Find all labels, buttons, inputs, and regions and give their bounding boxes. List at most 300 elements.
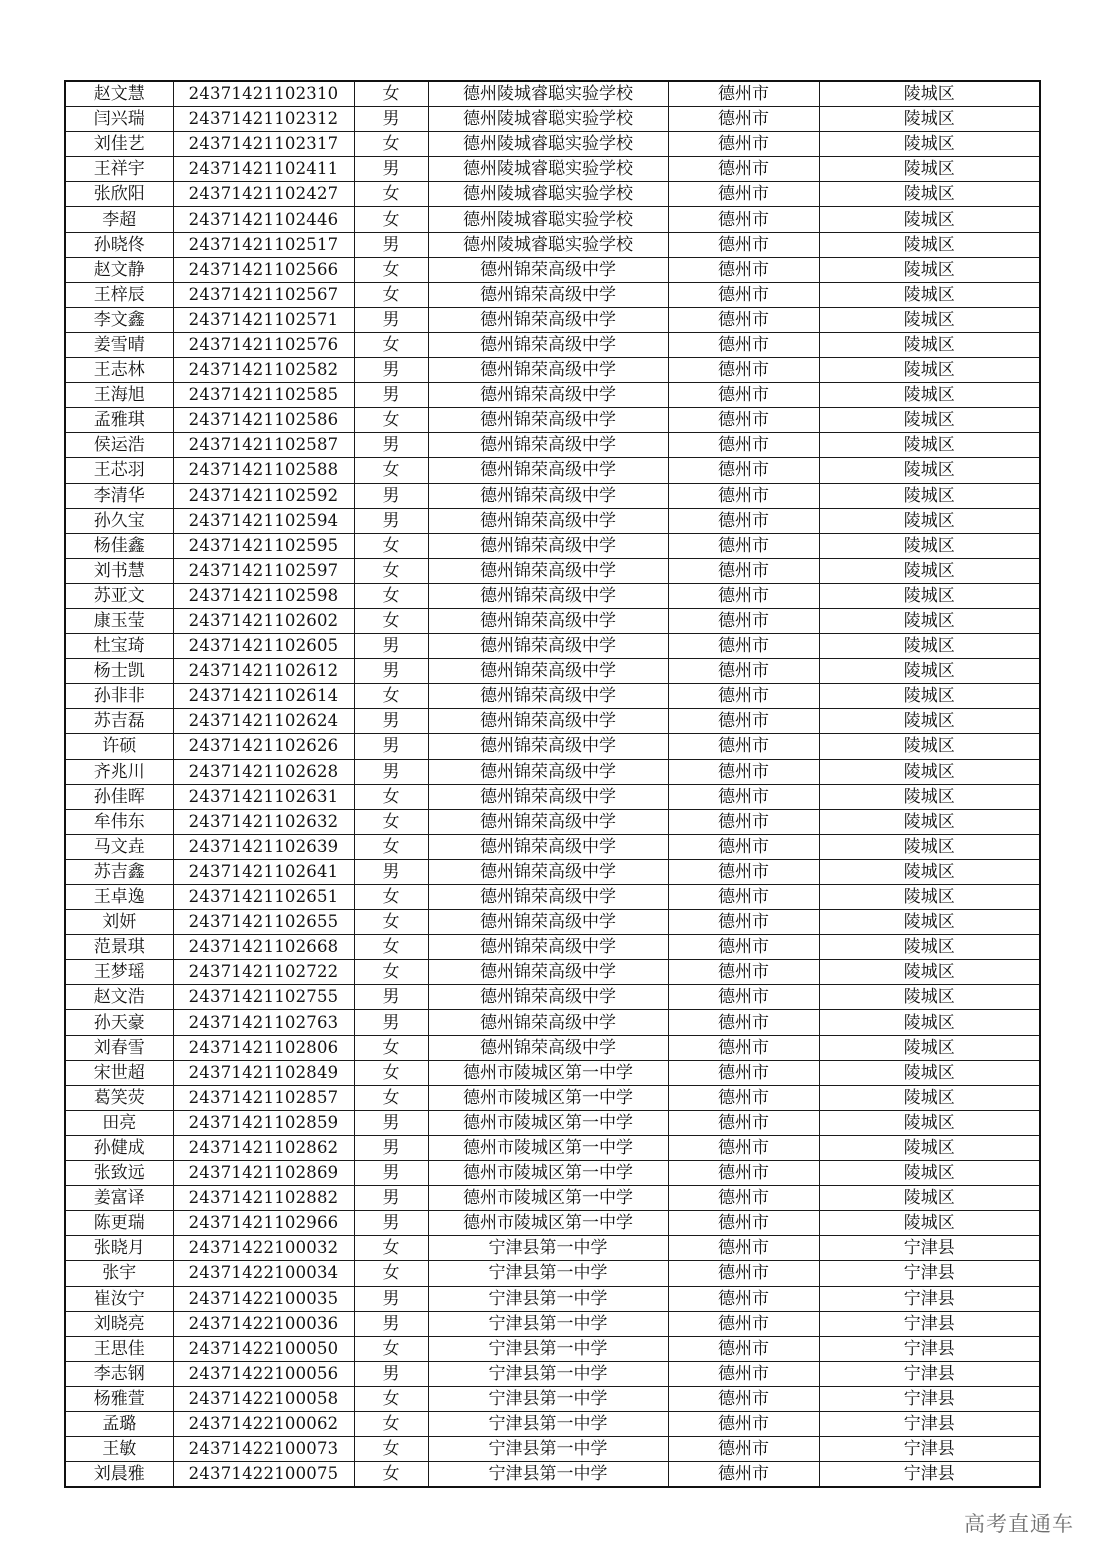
- table-row: [65, 307, 1040, 332]
- table-row: [65, 257, 1040, 282]
- district-cell: 陵城区: [819, 182, 1040, 207]
- gender-cell: 女: [354, 784, 428, 809]
- table-row: [65, 1211, 1040, 1236]
- school-cell: 德州锦荣高级中学: [428, 935, 668, 960]
- city-cell: 德州市: [668, 759, 819, 784]
- city-cell: 德州市: [668, 1035, 819, 1060]
- table-row: [65, 1035, 1040, 1060]
- gender-cell: 男: [354, 508, 428, 533]
- gender-cell: 女: [354, 1085, 428, 1110]
- district-cell: 陵城区: [819, 558, 1040, 583]
- district-cell: 陵城区: [819, 332, 1040, 357]
- student-name-cell: 赵文静: [65, 257, 173, 282]
- table-row: [65, 508, 1040, 533]
- city-cell: 德州市: [668, 809, 819, 834]
- district-cell: 宁津县: [819, 1386, 1040, 1411]
- school-cell: 德州锦荣高级中学: [428, 859, 668, 884]
- exam-number-cell: 24371421102585: [173, 383, 354, 408]
- exam-number-cell: 24371421102612: [173, 659, 354, 684]
- school-cell: 德州锦荣高级中学: [428, 885, 668, 910]
- table-row: [65, 558, 1040, 583]
- student-name-cell: 陈更瑞: [65, 1211, 173, 1236]
- school-cell: 德州锦荣高级中学: [428, 784, 668, 809]
- city-cell: 德州市: [668, 1386, 819, 1411]
- student-name-cell: 苏吉磊: [65, 709, 173, 734]
- student-name-cell: 刘晨雅: [65, 1462, 173, 1488]
- student-name-cell: 王思佳: [65, 1336, 173, 1361]
- city-cell: 德州市: [668, 684, 819, 709]
- school-cell: 德州陵城睿聪实验学校: [428, 107, 668, 132]
- school-cell: 宁津县第一中学: [428, 1411, 668, 1436]
- table-row: [65, 960, 1040, 985]
- table-row: [65, 634, 1040, 659]
- district-cell: 陵城区: [819, 1135, 1040, 1160]
- city-cell: 德州市: [668, 1060, 819, 1085]
- exam-number-cell: 24371421102605: [173, 634, 354, 659]
- city-cell: 德州市: [668, 1010, 819, 1035]
- table-row: [65, 859, 1040, 884]
- school-cell: 德州锦荣高级中学: [428, 508, 668, 533]
- school-cell: 德州陵城睿聪实验学校: [428, 207, 668, 232]
- school-cell: 德州锦荣高级中学: [428, 659, 668, 684]
- city-cell: 德州市: [668, 232, 819, 257]
- gender-cell: 男: [354, 307, 428, 332]
- exam-number-cell: 24371421102651: [173, 885, 354, 910]
- student-name-cell: 侯运浩: [65, 433, 173, 458]
- exam-number-cell: 24371421102411: [173, 157, 354, 182]
- district-cell: 陵城区: [819, 132, 1040, 157]
- city-cell: 德州市: [668, 935, 819, 960]
- gender-cell: 男: [354, 659, 428, 684]
- student-name-cell: 王芯羽: [65, 458, 173, 483]
- district-cell: 陵城区: [819, 960, 1040, 985]
- city-cell: 德州市: [668, 207, 819, 232]
- student-name-cell: 李清华: [65, 483, 173, 508]
- table-row: [65, 483, 1040, 508]
- exam-number-cell: 24371421102595: [173, 533, 354, 558]
- gender-cell: 女: [354, 1336, 428, 1361]
- table-row: [65, 1261, 1040, 1286]
- student-name-cell: 刘妍: [65, 910, 173, 935]
- school-cell: 德州锦荣高级中学: [428, 332, 668, 357]
- exam-number-cell: 24371422100056: [173, 1361, 354, 1386]
- district-cell: 陵城区: [819, 1110, 1040, 1135]
- exam-number-cell: 24371421102592: [173, 483, 354, 508]
- gender-cell: 男: [354, 709, 428, 734]
- district-cell: 宁津县: [819, 1311, 1040, 1336]
- student-name-cell: 牟伟东: [65, 809, 173, 834]
- district-cell: 宁津县: [819, 1236, 1040, 1261]
- student-name-cell: 张欣阳: [65, 182, 173, 207]
- district-cell: 陵城区: [819, 634, 1040, 659]
- exam-number-cell: 24371421102755: [173, 985, 354, 1010]
- student-name-cell: 齐兆川: [65, 759, 173, 784]
- gender-cell: 男: [354, 1311, 428, 1336]
- table-row: [65, 232, 1040, 257]
- table-row: [65, 1110, 1040, 1135]
- exam-number-cell: 24371422100058: [173, 1386, 354, 1411]
- city-cell: 德州市: [668, 132, 819, 157]
- district-cell: 陵城区: [819, 935, 1040, 960]
- city-cell: 德州市: [668, 734, 819, 759]
- school-cell: 德州锦荣高级中学: [428, 809, 668, 834]
- gender-cell: 男: [354, 1361, 428, 1386]
- exam-number-cell: 24371421102587: [173, 433, 354, 458]
- school-cell: 宁津县第一中学: [428, 1236, 668, 1261]
- school-cell: 德州锦荣高级中学: [428, 684, 668, 709]
- student-name-cell: 孙健成: [65, 1135, 173, 1160]
- student-name-cell: 闫兴瑞: [65, 107, 173, 132]
- student-name-cell: 许硕: [65, 734, 173, 759]
- exam-number-cell: 24371421102594: [173, 508, 354, 533]
- table-row: [65, 433, 1040, 458]
- table-row: [65, 182, 1040, 207]
- table-row: [65, 734, 1040, 759]
- student-name-cell: 刘春雪: [65, 1035, 173, 1060]
- city-cell: 德州市: [668, 1261, 819, 1286]
- district-cell: 陵城区: [819, 684, 1040, 709]
- student-name-cell: 崔汝宁: [65, 1286, 173, 1311]
- table-row: [65, 709, 1040, 734]
- district-cell: 陵城区: [819, 1010, 1040, 1035]
- city-cell: 德州市: [668, 634, 819, 659]
- city-cell: 德州市: [668, 282, 819, 307]
- district-cell: 陵城区: [819, 1186, 1040, 1211]
- city-cell: 德州市: [668, 508, 819, 533]
- exam-number-cell: 24371422100073: [173, 1437, 354, 1462]
- district-cell: 陵城区: [819, 759, 1040, 784]
- school-cell: 德州锦荣高级中学: [428, 960, 668, 985]
- student-name-cell: 孙晓佟: [65, 232, 173, 257]
- city-cell: 德州市: [668, 81, 819, 107]
- table-row: [65, 834, 1040, 859]
- table-row: [65, 1010, 1040, 1035]
- student-name-cell: 马文垚: [65, 834, 173, 859]
- district-cell: 陵城区: [819, 709, 1040, 734]
- table-row: [65, 1085, 1040, 1110]
- district-cell: 陵城区: [819, 885, 1040, 910]
- exam-number-cell: 24371422100075: [173, 1462, 354, 1488]
- city-cell: 德州市: [668, 1085, 819, 1110]
- city-cell: 德州市: [668, 1411, 819, 1436]
- district-cell: 陵城区: [819, 282, 1040, 307]
- gender-cell: 男: [354, 1186, 428, 1211]
- student-name-cell: 王祥宇: [65, 157, 173, 182]
- table-row: [65, 583, 1040, 608]
- district-cell: 陵城区: [819, 1060, 1040, 1085]
- gender-cell: 女: [354, 809, 428, 834]
- exam-number-cell: 24371421102598: [173, 583, 354, 608]
- student-name-cell: 李文鑫: [65, 307, 173, 332]
- city-cell: 德州市: [668, 1211, 819, 1236]
- table-row: [65, 608, 1040, 633]
- exam-number-cell: 24371421102588: [173, 458, 354, 483]
- student-name-cell: 李志钢: [65, 1361, 173, 1386]
- student-name-cell: 李超: [65, 207, 173, 232]
- table-row: [65, 107, 1040, 132]
- student-name-cell: 范景琪: [65, 935, 173, 960]
- table-row: [65, 910, 1040, 935]
- table-row: [65, 533, 1040, 558]
- table-row: [65, 207, 1040, 232]
- gender-cell: 女: [354, 1386, 428, 1411]
- school-cell: 德州锦荣高级中学: [428, 910, 668, 935]
- gender-cell: 女: [354, 1462, 428, 1488]
- student-name-cell: 赵文慧: [65, 81, 173, 107]
- gender-cell: 男: [354, 1211, 428, 1236]
- school-cell: 宁津县第一中学: [428, 1462, 668, 1488]
- gender-cell: 女: [354, 257, 428, 282]
- school-cell: 德州锦荣高级中学: [428, 282, 668, 307]
- exam-number-cell: 24371421102862: [173, 1135, 354, 1160]
- school-cell: 德州陵城睿聪实验学校: [428, 182, 668, 207]
- table-body: [65, 81, 1040, 1487]
- exam-number-cell: 24371421102628: [173, 759, 354, 784]
- student-name-cell: 张致远: [65, 1161, 173, 1186]
- district-cell: 陵城区: [819, 985, 1040, 1010]
- district-cell: 陵城区: [819, 533, 1040, 558]
- city-cell: 德州市: [668, 1236, 819, 1261]
- school-cell: 德州陵城睿聪实验学校: [428, 81, 668, 107]
- exam-number-cell: 24371421102655: [173, 910, 354, 935]
- city-cell: 德州市: [668, 433, 819, 458]
- district-cell: 陵城区: [819, 583, 1040, 608]
- table-row: [65, 132, 1040, 157]
- student-name-cell: 田亮: [65, 1110, 173, 1135]
- gender-cell: 女: [354, 558, 428, 583]
- district-cell: 陵城区: [819, 1085, 1040, 1110]
- exam-number-cell: 24371421102859: [173, 1110, 354, 1135]
- exam-number-cell: 24371421102614: [173, 684, 354, 709]
- gender-cell: 男: [354, 1161, 428, 1186]
- student-name-cell: 姜富译: [65, 1186, 173, 1211]
- school-cell: 德州市陵城区第一中学: [428, 1085, 668, 1110]
- student-name-cell: 孙非非: [65, 684, 173, 709]
- district-cell: 陵城区: [819, 257, 1040, 282]
- table-row: [65, 332, 1040, 357]
- exam-number-cell: 24371421102631: [173, 784, 354, 809]
- city-cell: 德州市: [668, 659, 819, 684]
- student-name-cell: 王志林: [65, 358, 173, 383]
- gender-cell: 女: [354, 81, 428, 107]
- school-cell: 德州锦荣高级中学: [428, 1035, 668, 1060]
- city-cell: 德州市: [668, 408, 819, 433]
- district-cell: 陵城区: [819, 1035, 1040, 1060]
- student-name-cell: 孟雅琪: [65, 408, 173, 433]
- gender-cell: 男: [354, 1135, 428, 1160]
- school-cell: 德州锦荣高级中学: [428, 759, 668, 784]
- gender-cell: 女: [354, 1035, 428, 1060]
- district-cell: 宁津县: [819, 1361, 1040, 1386]
- watermark-text: 高考直通车: [964, 1512, 1074, 1536]
- city-cell: 德州市: [668, 358, 819, 383]
- table-row: [65, 985, 1040, 1010]
- district-cell: 陵城区: [819, 433, 1040, 458]
- exam-number-cell: 24371421102639: [173, 834, 354, 859]
- exam-number-cell: 24371422100062: [173, 1411, 354, 1436]
- district-cell: 陵城区: [819, 659, 1040, 684]
- school-cell: 德州市陵城区第一中学: [428, 1135, 668, 1160]
- exam-number-cell: 24371421102571: [173, 307, 354, 332]
- table-row: [65, 81, 1040, 107]
- exam-number-cell: 24371421102582: [173, 358, 354, 383]
- school-cell: 德州陵城睿聪实验学校: [428, 232, 668, 257]
- district-cell: 陵城区: [819, 107, 1040, 132]
- city-cell: 德州市: [668, 483, 819, 508]
- district-cell: 宁津县: [819, 1336, 1040, 1361]
- student-name-cell: 康玉莹: [65, 608, 173, 633]
- city-cell: 德州市: [668, 332, 819, 357]
- gender-cell: 女: [354, 132, 428, 157]
- district-cell: 陵城区: [819, 232, 1040, 257]
- school-cell: 宁津县第一中学: [428, 1361, 668, 1386]
- district-cell: 陵城区: [819, 1161, 1040, 1186]
- student-name-cell: 宋世超: [65, 1060, 173, 1085]
- exam-number-cell: 24371422100035: [173, 1286, 354, 1311]
- district-cell: 陵城区: [819, 859, 1040, 884]
- city-cell: 德州市: [668, 1286, 819, 1311]
- student-list-table: [64, 80, 1041, 1488]
- gender-cell: 女: [354, 583, 428, 608]
- exam-number-cell: 24371421102586: [173, 408, 354, 433]
- school-cell: 德州锦荣高级中学: [428, 634, 668, 659]
- exam-number-cell: 24371421102566: [173, 257, 354, 282]
- gender-cell: 女: [354, 182, 428, 207]
- gender-cell: 男: [354, 433, 428, 458]
- gender-cell: 女: [354, 960, 428, 985]
- gender-cell: 女: [354, 207, 428, 232]
- city-cell: 德州市: [668, 709, 819, 734]
- school-cell: 德州市陵城区第一中学: [428, 1211, 668, 1236]
- city-cell: 德州市: [668, 583, 819, 608]
- exam-number-cell: 24371421102806: [173, 1035, 354, 1060]
- table-row: [65, 282, 1040, 307]
- city-cell: 德州市: [668, 1361, 819, 1386]
- school-cell: 德州锦荣高级中学: [428, 408, 668, 433]
- city-cell: 德州市: [668, 608, 819, 633]
- exam-number-cell: 24371421102597: [173, 558, 354, 583]
- exam-number-cell: 24371421102641: [173, 859, 354, 884]
- gender-cell: 男: [354, 107, 428, 132]
- gender-cell: 男: [354, 358, 428, 383]
- gender-cell: 男: [354, 1286, 428, 1311]
- table-row: [65, 408, 1040, 433]
- city-cell: 德州市: [668, 985, 819, 1010]
- table-row: [65, 1361, 1040, 1386]
- school-cell: 德州锦荣高级中学: [428, 458, 668, 483]
- student-name-cell: 姜雪晴: [65, 332, 173, 357]
- table-row: [65, 383, 1040, 408]
- gender-cell: 男: [354, 634, 428, 659]
- school-cell: 宁津县第一中学: [428, 1336, 668, 1361]
- gender-cell: 女: [354, 1060, 428, 1085]
- school-cell: 宁津县第一中学: [428, 1261, 668, 1286]
- district-cell: 陵城区: [819, 784, 1040, 809]
- gender-cell: 女: [354, 935, 428, 960]
- city-cell: 德州市: [668, 1462, 819, 1488]
- table-row: [65, 1411, 1040, 1436]
- student-name-cell: 杨佳鑫: [65, 533, 173, 558]
- city-cell: 德州市: [668, 1311, 819, 1336]
- exam-number-cell: 24371422100036: [173, 1311, 354, 1336]
- school-cell: 宁津县第一中学: [428, 1386, 668, 1411]
- exam-number-cell: 24371421102722: [173, 960, 354, 985]
- school-cell: 德州市陵城区第一中学: [428, 1110, 668, 1135]
- school-cell: 德州陵城睿聪实验学校: [428, 157, 668, 182]
- exam-number-cell: 24371421102632: [173, 809, 354, 834]
- school-cell: 德州锦荣高级中学: [428, 709, 668, 734]
- city-cell: 德州市: [668, 257, 819, 282]
- district-cell: 陵城区: [819, 458, 1040, 483]
- school-cell: 德州锦荣高级中学: [428, 433, 668, 458]
- school-cell: 德州锦荣高级中学: [428, 483, 668, 508]
- district-cell: 陵城区: [819, 81, 1040, 107]
- table-row: [65, 659, 1040, 684]
- student-name-cell: 杨雅萱: [65, 1386, 173, 1411]
- school-cell: 宁津县第一中学: [428, 1311, 668, 1336]
- district-cell: 陵城区: [819, 358, 1040, 383]
- gender-cell: 女: [354, 910, 428, 935]
- exam-number-cell: 24371421102624: [173, 709, 354, 734]
- gender-cell: 女: [354, 608, 428, 633]
- table-row: [65, 1286, 1040, 1311]
- school-cell: 德州锦荣高级中学: [428, 558, 668, 583]
- district-cell: 陵城区: [819, 809, 1040, 834]
- school-cell: 德州锦荣高级中学: [428, 307, 668, 332]
- school-cell: 德州市陵城区第一中学: [428, 1060, 668, 1085]
- exam-number-cell: 24371422100034: [173, 1261, 354, 1286]
- student-name-cell: 王海旭: [65, 383, 173, 408]
- gender-cell: 男: [354, 383, 428, 408]
- district-cell: 陵城区: [819, 483, 1040, 508]
- school-cell: 德州锦荣高级中学: [428, 583, 668, 608]
- table-row: [65, 1161, 1040, 1186]
- gender-cell: 男: [354, 157, 428, 182]
- exam-number-cell: 24371422100050: [173, 1336, 354, 1361]
- city-cell: 德州市: [668, 458, 819, 483]
- table-row: [65, 759, 1040, 784]
- gender-cell: 女: [354, 332, 428, 357]
- table-row: [65, 885, 1040, 910]
- district-cell: 陵城区: [819, 307, 1040, 332]
- gender-cell: 女: [354, 684, 428, 709]
- gender-cell: 男: [354, 734, 428, 759]
- gender-cell: 女: [354, 458, 428, 483]
- city-cell: 德州市: [668, 1186, 819, 1211]
- city-cell: 德州市: [668, 157, 819, 182]
- city-cell: 德州市: [668, 307, 819, 332]
- city-cell: 德州市: [668, 834, 819, 859]
- district-cell: 宁津县: [819, 1261, 1040, 1286]
- table-row: [65, 358, 1040, 383]
- table-row: [65, 1060, 1040, 1085]
- gender-cell: 男: [354, 759, 428, 784]
- school-cell: 德州锦荣高级中学: [428, 608, 668, 633]
- gender-cell: 男: [354, 859, 428, 884]
- district-cell: 宁津县: [819, 1437, 1040, 1462]
- student-name-cell: 孙天豪: [65, 1010, 173, 1035]
- school-cell: 德州市陵城区第一中学: [428, 1186, 668, 1211]
- school-cell: 德州锦荣高级中学: [428, 734, 668, 759]
- city-cell: 德州市: [668, 107, 819, 132]
- student-name-cell: 葛笑荧: [65, 1085, 173, 1110]
- table-row: [65, 1437, 1040, 1462]
- gender-cell: 女: [354, 282, 428, 307]
- student-name-cell: 刘晓亮: [65, 1311, 173, 1336]
- table-row: [65, 935, 1040, 960]
- gender-cell: 男: [354, 985, 428, 1010]
- exam-number-cell: 24371421102312: [173, 107, 354, 132]
